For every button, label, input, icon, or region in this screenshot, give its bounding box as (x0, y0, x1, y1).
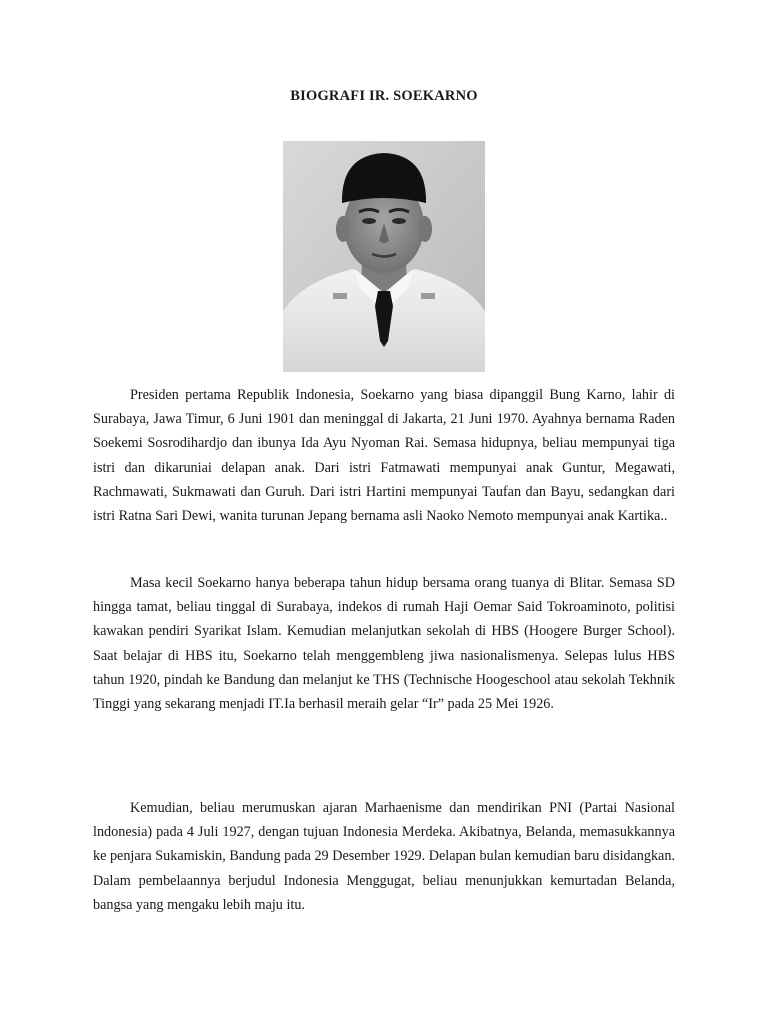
paragraph-1: Presiden pertama Republik Indonesia, Soekarno yang biasa dipanggil Bung Karno, lahir di Surabaya, Jawa Timur, 6 Juni 1901 dan meninggal di Jakarta, 21 Juni 1970. Ayahnya bernama Raden Soekemi Sosrodihardjo dan ibunya Ida Ayu Nyoman Rai. Semasa hidupnya, beliau mempunyai tiga istri dan dikaruniai delapan anak. Dari istri Fatmawati mempunyai anak Guntur, Megawati, Rachmawati, Sukmawati dan Guruh. Dari istri Hartini mempunyai Taufan dan Bayu, sedangkan dari istri Ratna Sari Dewi, wanita turunan Jepang bernama asli Naoko Nemoto mempunyai anak Kartika.. (93, 387, 675, 525)
portrait-photo-icon (283, 141, 485, 372)
portrait-photo (283, 141, 485, 372)
document-title: BIOGRAFI IR. SOEKARNO (290, 88, 478, 104)
paragraph-2: Masa kecil Soekarno hanya beberapa tahun hidup bersama orang tuanya di Blitar. Semasa SD hingga tamat, beliau tinggal di Surabaya, indekos di rumah Haji Oemar Said Tokroaminoto, politisi kawakan pendiri Syarikat Islam. Kemudian melanjutkan sekolah di HBS (Hoogere Burger School). Saat belajar di HBS itu, Soekarno telah menggembleng jiwa nasionalismenya. Selepas lulus HBS tahun 1920, pindah ke Bandung dan melanjut ke THS (Technische Hoogeschool atau sekolah Tekhnik Tinggi yang sekarang menjadi IT.Ia berhasil meraih gelar “Ir” pada 25 Mei 1926. (93, 575, 675, 713)
paragraph-3: Kemudian, beliau merumuskan ajaran Marhaenisme dan mendirikan PNI (Partai Nasional lndonesia) pada 4 Juli 1927, dengan tujuan Indonesia Merdeka. Akibatnya, Belanda, memasukkannya ke penjara Sukamiskin, Bandung pada 29 Desember 1929. Delapan bulan kemudian baru disidangkan. Dalam pembelaannya berjudul Indonesia Menggugat, beliau menunjukkan kemurtadan Belanda, bangsa yang mengaku lebih maju itu. (93, 800, 675, 913)
